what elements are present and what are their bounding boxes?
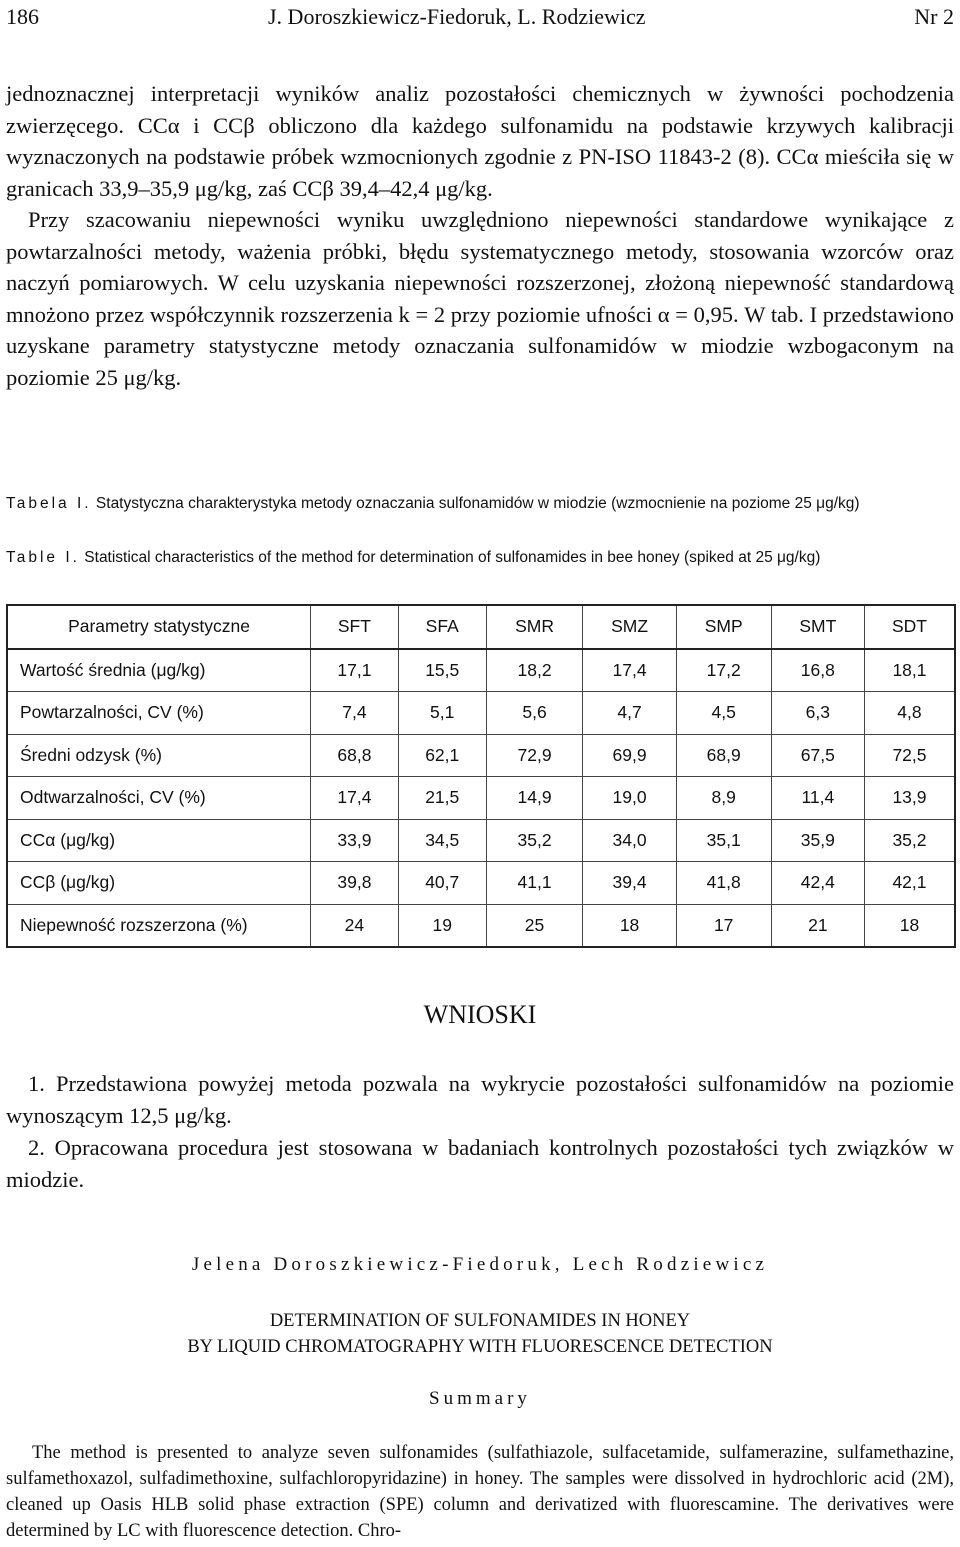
table-cell: 15,5 xyxy=(398,649,486,692)
table-cell: 35,2 xyxy=(486,819,583,862)
summary-title xyxy=(0,1308,960,1360)
table-row xyxy=(7,862,955,905)
table-cell: 34,0 xyxy=(583,819,676,862)
table-cell: 35,2 xyxy=(864,819,955,862)
statistics-table xyxy=(6,604,956,948)
body-text xyxy=(6,78,954,393)
table-row xyxy=(7,819,955,862)
table-cell: 4,7 xyxy=(583,692,676,735)
row-label: Powtarzalności, CV (%) xyxy=(7,692,311,735)
table-cell: 35,9 xyxy=(771,819,864,862)
row-label: Średni odzysk (%) xyxy=(7,734,311,777)
column-header: Parametry statystyczne xyxy=(7,605,311,649)
table-cell: 42,4 xyxy=(771,862,864,905)
table-cell: 7,4 xyxy=(311,692,399,735)
table-cell: 17,4 xyxy=(311,777,399,820)
table-cell: 5,1 xyxy=(398,692,486,735)
table-row xyxy=(7,734,955,777)
summary-authors: Jelena Doroszkiewicz-Fiedoruk, Lech Rodziewicz xyxy=(191,1254,769,1275)
table-cell: 62,1 xyxy=(398,734,486,777)
table-cell: 13,9 xyxy=(864,777,955,820)
table-cell: 68,8 xyxy=(311,734,399,777)
table-cell: 18,2 xyxy=(486,649,583,692)
table-cell: 69,9 xyxy=(583,734,676,777)
row-label: CCβ (μg/kg) xyxy=(7,862,311,905)
table-cell: 17,4 xyxy=(583,649,676,692)
caption-label-pl: Tabela I. xyxy=(6,495,92,512)
table-cell: 34,5 xyxy=(398,819,486,862)
conclusions-heading: WNIOSKI xyxy=(423,1000,537,1029)
table-cell: 11,4 xyxy=(771,777,864,820)
table-caption-en xyxy=(6,546,954,569)
summary-text xyxy=(6,1440,954,1544)
table-cell: 21 xyxy=(771,904,864,947)
table-cell: 25 xyxy=(486,904,583,947)
table-cell: 5,6 xyxy=(486,692,583,735)
table-cell: 72,5 xyxy=(864,734,955,777)
column-header: SMR xyxy=(486,605,583,649)
table-row xyxy=(7,777,955,820)
caption-text-pl: Statystyczna charakterystyka metody oznaczania sulfonamidów w miodzie (wzmocnienie na poziome 25 μg/kg) xyxy=(95,495,860,512)
conclusion-item: 1. Przedstawiona powyżej metoda pozwala na wykrycie pozostałości sulfonamidów na poziomie wynoszącym 12,5 μg/kg. xyxy=(6,1071,954,1128)
summary-title-line: DETERMINATION OF SULFONAMIDES IN HONEY xyxy=(269,1311,691,1331)
conclusions-list xyxy=(6,1068,954,1196)
paragraph-2: Przy szacowaniu niepewności wyniku uwzględniono niepewności standardowe wynikające z powtarzalności metody, ważenia próbki, błędu systematycznego metody, stosowania wzorców oraz naczyń pomiarowych. W celu uzyskania niepewności rozszerzonej, złożoną niepewność standardową mnożono przez współczynnik rozszerzenia k = 2 przy poziomie ufności α = 0,95. W tab. I przedstawiono uzyskane parametry statystyczne metody oznaczania sulfonamidów w miodzie wzbogaconym na poziomie 25 μg/kg. xyxy=(6,207,954,390)
table-cell: 17,2 xyxy=(676,649,771,692)
table-cell: 19,0 xyxy=(583,777,676,820)
table-cell: 41,1 xyxy=(486,862,583,905)
table-cell: 41,8 xyxy=(676,862,771,905)
running-header xyxy=(6,4,954,34)
table-cell: 40,7 xyxy=(398,862,486,905)
table-row xyxy=(7,904,955,947)
column-header: SMP xyxy=(676,605,771,649)
table-cell: 4,8 xyxy=(864,692,955,735)
table-cell: 16,8 xyxy=(771,649,864,692)
table-cell: 67,5 xyxy=(771,734,864,777)
row-label: Niepewność rozszerzona (%) xyxy=(7,904,311,947)
table-cell: 6,3 xyxy=(771,692,864,735)
table-cell: 35,1 xyxy=(676,819,771,862)
table-cell: 42,1 xyxy=(864,862,955,905)
summary-paragraph: The method is presented to analyze seven sulfonamides (sulfathiazole, sulfacetamide, sulfamerazine, sulfamethazine, sulfamethoxazol, sulfadimethoxine, sulfachloropyridazine) in honey. The samples were dissolved in hydrochloric acid (2M), cleaned up Oasis HLB solid phase extraction (SPE) column and derivatized with fluorescamine. The derivatives were determined by LC with fluorescence detection. Chro- xyxy=(6,1443,954,1541)
column-header: SFT xyxy=(311,605,399,649)
table-cell: 19 xyxy=(398,904,486,947)
conclusion-item: 2. Opracowana procedura jest stosowana w badaniach kontrolnych pozostałości tych związków w miodzie. xyxy=(6,1135,954,1192)
table-cell: 18 xyxy=(864,904,955,947)
table-cell: 39,8 xyxy=(311,862,399,905)
table-cell: 8,9 xyxy=(676,777,771,820)
paragraph-1: jednoznacznej interpretacji wyników analiz pozostałości chemicznych w żywności pochodzenia zwierzęcego. CCα i CCβ obliczono dla każdego sulfonamidu na podstawie krzywych kalibracji wyznaczonych na podstawie próbek wzmocnionych zgodnie z PN-ISO 11843-2 (8). CCα mieściła się w granicach 33,9–35,9 μg/kg, zaś CCβ 39,4–42,4 μg/kg. xyxy=(6,81,954,201)
table-cell: 17,1 xyxy=(311,649,399,692)
table-cell: 14,9 xyxy=(486,777,583,820)
summary-heading: Summary xyxy=(429,1388,531,1409)
table-cell: 18,1 xyxy=(864,649,955,692)
table-cell: 24 xyxy=(311,904,399,947)
table-cell: 17 xyxy=(676,904,771,947)
table-caption-pl xyxy=(6,492,954,515)
row-label: CCα (μg/kg) xyxy=(7,819,311,862)
row-label: Odtwarzalności, CV (%) xyxy=(7,777,311,820)
caption-text-en: Statistical characteristics of the method for determination of sulfonamides in bee honey (spiked at 25 μg/kg) xyxy=(84,549,821,566)
column-header: SMT xyxy=(771,605,864,649)
column-header: SMZ xyxy=(583,605,676,649)
table-row xyxy=(7,649,955,692)
table-row xyxy=(7,692,955,735)
table-cell: 4,5 xyxy=(676,692,771,735)
table-cell: 21,5 xyxy=(398,777,486,820)
caption-label-en: Table I. xyxy=(6,549,80,566)
column-header: SFA xyxy=(398,605,486,649)
table-cell: 72,9 xyxy=(486,734,583,777)
table-cell: 33,9 xyxy=(311,819,399,862)
table-cell: 68,9 xyxy=(676,734,771,777)
table-cell: 18 xyxy=(583,904,676,947)
table-header-row xyxy=(7,605,955,649)
summary-title-line: BY LIQUID CHROMATOGRAPHY WITH FLUORESCENCE DETECTION xyxy=(187,1337,773,1357)
row-label: Wartość średnia (μg/kg) xyxy=(7,649,311,692)
column-header: SDT xyxy=(864,605,955,649)
page-number: 186 xyxy=(6,4,39,29)
running-authors: J. Doroszkiewicz-Fiedoruk, L. Rodziewicz xyxy=(268,4,646,29)
issue-number: Nr 2 xyxy=(914,4,954,29)
table-cell: 39,4 xyxy=(583,862,676,905)
